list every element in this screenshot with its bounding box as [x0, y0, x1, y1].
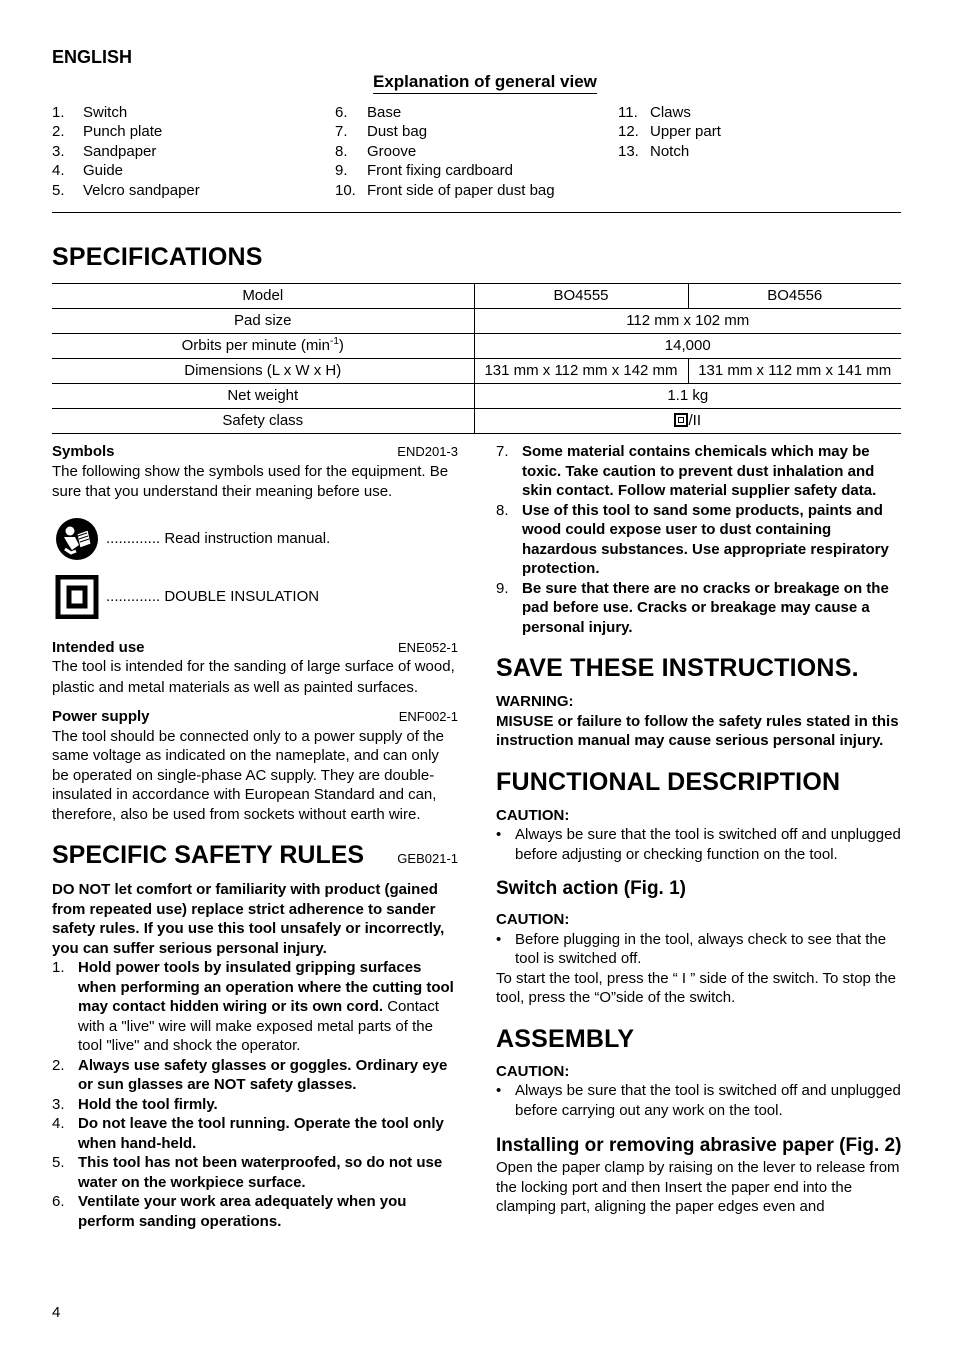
assembly-title: ASSEMBLY — [496, 1024, 635, 1053]
list-item: 7. Some material contains chemicals which may be toxic. Take caution to prevent dust inhalation and skin contact. Follow material supplier safety data. — [496, 443, 877, 499]
general-view-title: Explanation of general view — [373, 71, 597, 94]
safety-rules-intro: DO NOT let comfort or familiarity with product (gained from repeated use) replace strict adherence to sander safety rules. If you use this tool unsafely or incorrectly, you can suffer serious personal injury. — [52, 881, 445, 957]
list-item: 1. Hold power tools by insulated gripping surfaces when performing an operation where the cutting tool may contact hidden wiring or its own cord. Contact with a "live" wire will make exposed metal parts of the tool "live" and shock the operator. — [52, 959, 454, 1054]
list-item: 4. Guide — [52, 162, 124, 180]
warning-label: WARNING: — [496, 693, 574, 710]
left-column — [52, 442, 458, 1231]
symbols-text: The following show the symbols used for the equipment. Be sure that you understand their meaning before use. — [52, 462, 449, 500]
list-item: 13. Notch — [618, 142, 690, 160]
table-row: Pad size 112 mm x 102 mm — [52, 309, 901, 334]
symbol-double-insulation: ............. DOUBLE INSULATION — [52, 575, 458, 619]
power-supply-heading: Power supply ENF002-1 — [52, 708, 458, 725]
page-number: 4 — [52, 1304, 61, 1321]
table-row: Model BO4555 BO4556 — [52, 284, 901, 309]
divider — [52, 212, 901, 213]
caution-label: CAUTION: — [496, 1062, 570, 1080]
list-item: 9. Be sure that there are no cracks or breakage on the pad before use. Cracks or breakage may cause a personal injury. — [496, 579, 889, 636]
list-item: • Before plugging in the tool, always check to see that the tool is switched off. — [496, 930, 887, 967]
intended-use-heading: Intended use ENE052-1 — [52, 638, 458, 656]
table-row: Orbits per minute $(\min^{-1})$ 14,000 — [52, 334, 901, 359]
intended-use-text: The tool is intended for the sanding of large surface of wood, plastic and metal materials as well as painted surfaces. — [52, 658, 455, 696]
table-row: Net weight 1.1 kg — [52, 384, 901, 409]
switch-action-text: To start the tool, press the “ I ” side of the switch. To stop the tool, press the “O”side of the switch. — [496, 969, 896, 1006]
list-item: 9. Front fixing cardboard — [335, 162, 513, 180]
list-item: 6. Ventilate your work area adequately when you perform sanding operations. — [52, 1193, 407, 1230]
caution-label: CAUTION: — [496, 911, 570, 928]
switch-action-title: Switch action (Fig. 1) — [496, 878, 687, 899]
language-label: ENGLISH — [52, 47, 133, 67]
list-item: 7. Dust bag — [335, 123, 428, 141]
list-item: 1. Switch — [52, 104, 128, 121]
list-item: 5. Velcro sandpaper — [52, 181, 200, 199]
list-item: • Always be sure that the tool is switched off and unplugged before adjusting or checking function on the tool. — [496, 826, 901, 863]
list-item: 8. Use of this tool to sand some products, paints and wood could expose user to dust containing hazardous substances. Use appropriate respiratory protection. — [496, 501, 889, 577]
double-insulation-icon — [674, 413, 688, 427]
functional-description-title: FUNCTIONAL DESCRIPTION — [496, 767, 841, 796]
list-item: 10. Front side of paper dust bag — [335, 181, 555, 199]
specifications-table — [52, 283, 901, 434]
general-view-col-3 — [618, 103, 908, 161]
list-item: 5. This tool has not been waterproofed, so do not use water on the workpiece surface. — [52, 1154, 443, 1191]
general-view-col-2 — [335, 103, 625, 200]
list-item: 2. Always use safety glasses or goggles. Ordinary eye or sun glasses are NOT safety glasses. — [52, 1056, 448, 1093]
specifications-title: SPECIFICATIONS — [52, 243, 263, 271]
list-item: 12. Upper part — [618, 123, 721, 141]
general-view-col-1 — [52, 103, 342, 200]
right-column — [496, 442, 902, 1217]
abrasive-paper-title: Installing or removing abrasive paper (Fig. 2) — [496, 1135, 902, 1156]
table-row: Safety class /II — [52, 409, 901, 434]
read-manual-icon — [55, 517, 99, 561]
abrasive-paper-text: Open the paper clamp by raising on the lever to release from the locking port and then Insert the paper end into the clamping part, aligning the paper edges even and — [496, 1159, 900, 1215]
save-instructions-title: SAVE THESE INSTRUCTIONS. — [496, 654, 859, 682]
warning-text: MISUSE or failure to follow the safety rules stated in this instruction manual may cause serious personal injury. — [496, 712, 899, 749]
list-item: 4. Do not leave the tool running. Operate the tool only when hand-held. — [52, 1115, 444, 1152]
caution-label: CAUTION: — [496, 806, 570, 824]
list-item: 6. Base — [335, 104, 402, 121]
list-item: 8. Groove — [335, 142, 417, 160]
safety-rules-heading: SPECIFIC SAFETY RULES GEB021-1 — [52, 841, 458, 869]
list-item: 3. Hold the tool firmly. — [52, 1095, 218, 1113]
list-item: 2. Punch plate — [52, 123, 163, 141]
list-item: 3. Sandpaper — [52, 142, 157, 160]
table-row: Dimensions (L x W x H) 131 mm x 112 mm x 142 mm 131 mm x 112 mm x 141 mm — [52, 359, 901, 384]
list-item: 11. Claws — [618, 104, 691, 121]
power-supply-text: The tool should be connected only to a power supply of the same voltage as indicated on the nameplate, and can only be operated on single-phase AC supply. They are double-insulated in accordance with European Standard and can, therefore, also be used from sockets without earth wire. — [52, 727, 444, 823]
double-insulation-icon — [55, 575, 99, 619]
symbols-heading: Symbols END201-3 — [52, 443, 458, 460]
symbol-read-manual: ............. Read instruction manual. — [52, 517, 458, 561]
list-item: • Always be sure that the tool is switched off and unplugged before carrying out any work on the tool. — [496, 1082, 901, 1119]
